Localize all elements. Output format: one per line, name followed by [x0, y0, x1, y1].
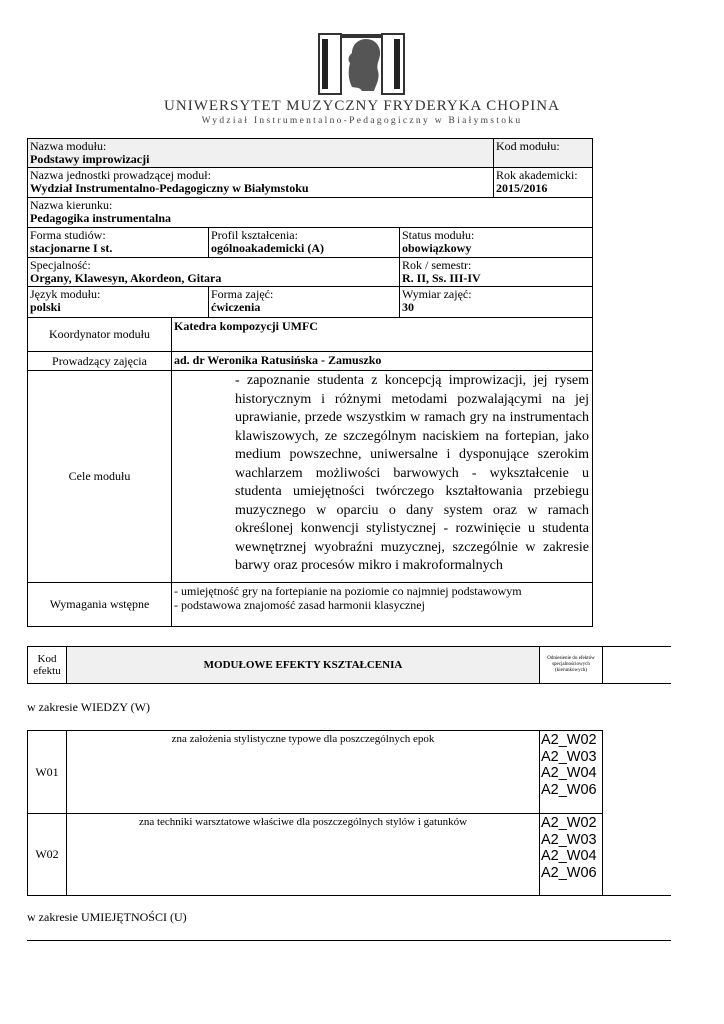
ref-code: A2_W04	[541, 848, 597, 864]
specialty-label: Specjalność:	[30, 258, 91, 272]
knowledge-section-label: w zakresie WIEDZY (W)	[27, 700, 150, 714]
field-cell	[27, 197, 593, 228]
effect-refs-w01	[539, 730, 603, 814]
effect-desc-w01-cell	[66, 730, 540, 814]
coordinator-value: Katedra kompozycji UMFC	[174, 319, 318, 333]
specialty-cell	[27, 257, 400, 287]
ref-code: A2_W06	[541, 781, 597, 798]
hours-value: 30	[402, 300, 414, 314]
class-form-value: ćwiczenia	[211, 300, 261, 314]
profile-label: Profil kształcenia:	[211, 228, 298, 242]
field-value: Pedagogika instrumentalna	[30, 211, 172, 225]
language-cell	[27, 286, 209, 318]
effect-code-header: Kod efektu	[27, 646, 67, 684]
module-name-cell	[27, 138, 494, 168]
effect-code-w02: W02	[27, 813, 67, 896]
semester-cell	[399, 257, 593, 287]
faculty-name: Wydział Instrumentalno-Pedagogiczny w Białymstoku	[201, 116, 523, 126]
university-name: UNIWERSYTET MUZYCZNY FRYDERYKA CHOPINA	[164, 98, 560, 114]
ref-code: A2_W04	[541, 765, 597, 781]
module-code-label: Kod modułu:	[496, 139, 560, 153]
language-value: polski	[30, 300, 61, 314]
year-value: 2015/2016	[496, 181, 548, 195]
field-label: Nazwa kierunku:	[30, 198, 113, 212]
profile-cell	[208, 227, 400, 258]
status-cell	[399, 227, 593, 258]
teacher-value: ad. dr Weronika Ratusińska - Zamuszko	[174, 353, 382, 367]
study-form-cell	[27, 227, 209, 258]
reference-header: Odniesienie do efektów specjalnościowych (kierunkowych)	[539, 646, 603, 684]
coordinator-label: Koordynator modułu	[27, 317, 172, 352]
class-form-cell	[208, 286, 400, 318]
ref-code: A2_W02	[541, 732, 597, 748]
ref-code: A2_W03	[541, 831, 597, 848]
year-cell	[493, 167, 593, 198]
unit-cell	[27, 167, 494, 198]
specialty-value: Organy, Klawesyn, Akordeon, Gitara	[30, 271, 222, 285]
header-bottom-line	[602, 683, 671, 684]
status-label: Status modułu:	[402, 228, 475, 242]
header-top-line	[602, 646, 671, 647]
profile-value: ogólnoakademicki (A)	[211, 241, 325, 255]
goals-label: Cele modułu	[27, 370, 172, 583]
goals-text: - zapoznanie studenta z koncepcją improwizacji, jej rysem historycznym i różnymi metodami pozwalającymi na jej uprawianie, przede wszystkim w ramach gry na instrumentach klawiszowych, ze szczególnym naciskiem na fortepian, jako medium powszechne, uniwersalne i dysponujące szerokim wachlarzem możliwości barwowych - wykształcenie u studenta umiejętności twórczego kształtowania przebiegu muzycznego w oparciu o dany system oraz w ramach określonej konwencji stylistycznej - rozwinięcie u studenta wewnętrznej wyobraźni muzycznej, szczególnie w zakresie barwy oraz procesów mikro i makroformalnych	[235, 373, 589, 573]
semester-label: Rok / semestr:	[402, 258, 472, 272]
unit-label: Nazwa jednostki prowadzącej moduł:	[30, 168, 211, 182]
effect-desc-w01: zna założenia stylistyczne typowe dla poszczególnych epok	[171, 733, 435, 745]
requirements-label: Wymagania wstępne	[27, 582, 172, 627]
requirements-cell	[171, 582, 593, 627]
study-form-label: Forma studiów:	[30, 228, 106, 242]
study-form-value: stacjonarne I st.	[30, 241, 113, 255]
hours-cell	[399, 286, 593, 318]
coordinator-cell	[171, 317, 593, 352]
teacher-label: Prowadzący zajęcia	[27, 351, 172, 371]
goals-cell	[171, 370, 593, 583]
semester-value: R. II, Ss. III-IV	[402, 271, 481, 285]
status-value: obowiązkowy	[402, 241, 472, 255]
teacher-cell	[171, 351, 593, 371]
ref-code: A2_W06	[541, 864, 597, 881]
effect-refs-w02	[539, 813, 603, 896]
ref-code: A2_W02	[541, 815, 597, 831]
requirement-item: - umiejętność gry na fortepianie na poziomie co najmniej podstawowym	[174, 584, 522, 598]
year-label: Rok akademicki:	[496, 168, 578, 182]
module-name-value: Podstawy improwizacji	[30, 152, 150, 166]
ref-code: A2_W03	[541, 748, 597, 765]
table-bottom-line	[602, 895, 671, 896]
skills-divider	[27, 940, 671, 941]
hours-label: Wymiar zajęć:	[402, 287, 472, 301]
module-name-label: Nazwa modułu:	[30, 139, 107, 153]
effects-title: MODUŁOWE EFEKTY KSZTAŁCENIA	[66, 646, 540, 684]
class-form-label: Forma zajęć:	[211, 287, 274, 301]
effect-desc-w02-cell	[66, 813, 540, 896]
unit-value: Wydział Instrumentalno-Pedagogiczny w Białymstoku	[30, 181, 309, 195]
university-logo	[318, 33, 406, 97]
effect-desc-w02: zna techniki warsztatowe właściwe dla poszczególnych stylów i gatunków	[138, 816, 468, 828]
module-code-cell	[493, 138, 593, 168]
language-label: Język modułu:	[30, 287, 101, 301]
skills-section-label: w zakresie UMIEJĘTNOŚCI (U)	[27, 910, 187, 924]
requirement-item: - podstawowa znajomość zasad harmonii klasycznej	[174, 597, 425, 612]
effect-code-w01: W01	[27, 730, 67, 814]
